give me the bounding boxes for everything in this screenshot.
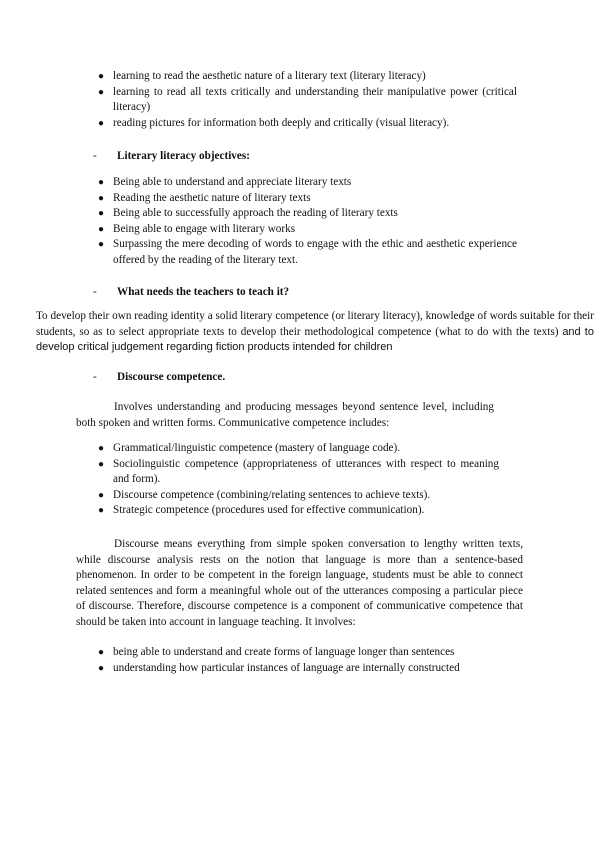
list-item: ● Reading the aesthetic nature of literary texts: [95, 191, 517, 207]
literacy-list: [95, 69, 517, 131]
objectives-list: [95, 175, 517, 268]
bullet-icon: ●: [97, 71, 105, 82]
bullet-icon: ●: [97, 86, 105, 98]
bullet-icon: ●: [97, 192, 105, 204]
bullet-icon: ●: [97, 489, 105, 501]
list-item: ● Sociolinguistic competence (appropriateness of utterances with respect to meaning and form).: [95, 457, 499, 488]
list-item: ● learning to read the aesthetic nature of a literary text (literary literacy): [95, 69, 517, 85]
discourse-paragraph: Discourse means everything from simple spoken conversation to lengthy written texts, while discourse analysis rests on the notion that language is more than a sentence-based phenomenon. In order to be competent in the foreign language, students must be able to connect related sentences and form a meaningful whole out of the utterances composing a particular piece of discourse. Therefore, discourse competence is a component of communicative competence that should be taken into account in language teaching. It involves:: [76, 538, 523, 628]
heading-discourse-competence: - Discourse competence.: [93, 371, 226, 383]
bullet-icon: ●: [97, 208, 105, 219]
list-item: ● learning to read all texts critically and understanding their manipulative power (critical literacy): [95, 85, 517, 116]
list-item: ● Being able to understand and appreciate literary texts: [95, 175, 517, 191]
bullet-icon: ●: [97, 117, 105, 129]
list-item: ● Discourse competence (combining/relating sentences to achieve texts).: [95, 488, 499, 504]
discourse-intro-paragraph: Involves understanding and producing messages beyond sentence level, including both spoken and written forms. Communicative competence includes:: [76, 401, 494, 429]
list-item: ● Being able to engage with literary works: [95, 222, 517, 238]
list-item: ● Strategic competence (procedures used for effective communication).: [95, 503, 499, 519]
bullet-icon: ●: [97, 223, 105, 235]
bullet-icon: ●: [97, 458, 105, 470]
bullet-icon: ●: [97, 662, 105, 674]
list-item: ● Surpassing the mere decoding of words to engage with the ethic and aesthetic experience offered by the reading of the literary text.: [95, 237, 517, 268]
teach-paragraph: To develop their own reading identity a solid literary competence (or literary literacy), knowledge of words suitable for their students, so as to select appropriate texts to develop their methodological competence (what to do with the texts) and to develop critical judgement regarding fiction products intended for children: [36, 310, 594, 353]
bullet-icon: ●: [97, 505, 105, 516]
heading-teachers-question: - What needs the teachers to teach it?: [93, 286, 290, 298]
list-item: ● Being able to successfully approach the reading of literary texts: [95, 206, 517, 222]
list-item: ● being able to understand and create forms of language longer than sentences: [95, 645, 517, 661]
competence-list: [95, 441, 499, 519]
list-item: ● Grammatical/linguistic competence (mastery of language code).: [95, 441, 499, 457]
list-item: ● understanding how particular instances of language are internally constructed: [95, 661, 517, 677]
bullet-icon: ●: [97, 647, 105, 658]
bullet-icon: ●: [97, 443, 105, 454]
bullet-icon: ●: [97, 239, 105, 250]
involves-list: [95, 645, 517, 676]
list-item: ● reading pictures for information both deeply and critically (visual literacy).: [95, 116, 517, 132]
bullet-icon: ●: [97, 177, 105, 188]
heading-literary-objectives: - Literary literacy objectives:: [93, 150, 250, 162]
